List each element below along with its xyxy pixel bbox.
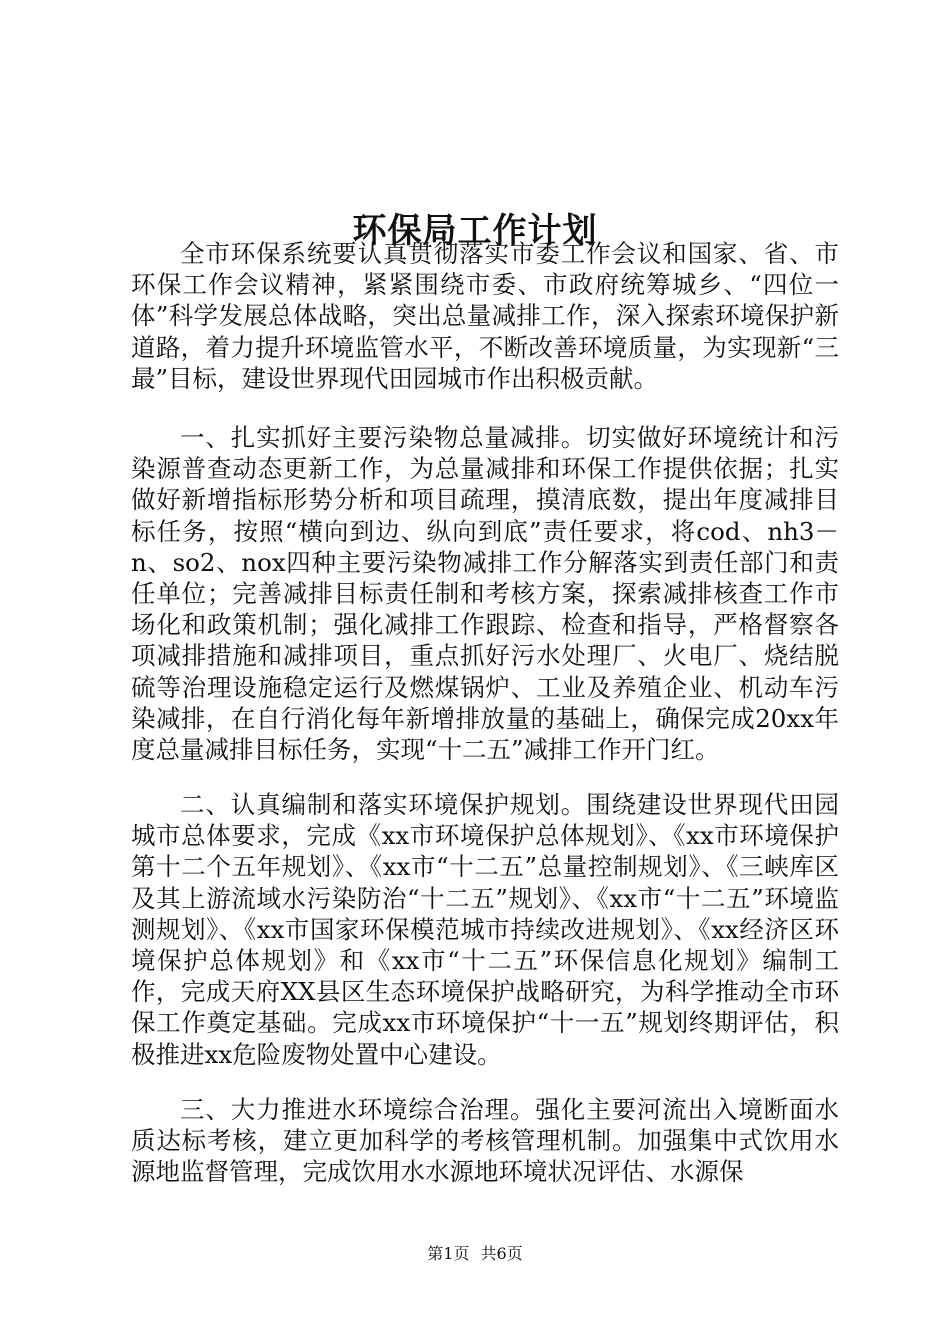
intro-paragraph: 全市环保系统要认真贯彻落实市委工作会议和国家、省、市环保工作会议精神，紧紧围绕市委、市政府统筹城乡、“四位一体”科学发展总体战略，突出总量减排工作，深入探索环境保护新道路，着力提升环境监管水平，不断改善环境质量，为实现新“三最”目标，建设世界现代田园城市作出积极贡献。 <box>131 239 839 393</box>
page-number: 第1页 <box>427 1244 470 1263</box>
section-one-paragraph: 一、扎实抓好主要污染物总量减排。切实做好环境统计和污染源普查动态更新工作，为总量减排和环保工作提供依据；扎实做好新增指标形势分析和项目疏理，摸清底数，提出年度减排目标任务，按照“横向到边、纵向到底”责任要求，将cod、nh3－n、so2、nox四种主要污染物减排工作分解落实到责任部门和责任单位；完善减排目标责任制和考核方案，探索减排核查工作市场化和政策机制；强化减排工作跟踪、检查和指导，严格督察各项减排措施和减排项目，重点抓好污水处理厂、火电厂、烧结脱硫等治理设施稳定运行及燃煤锅炉、工业及养殖企业、机动车污染减排，在自行消化每年新增排放量的基础上，确保完成20xx年度总量减排目标任务，实现“十二五”减排工作开门红。 <box>131 423 839 765</box>
section-three-paragraph: 三、大力推进水环境综合治理。强化主要河流出入境断面水质达标考核，建立更加科学的考核管理机制。加强集中式饮用水源地监督管理，完成饮用水水源地环境状况评估、水源保 <box>131 1095 839 1187</box>
page-total: 共6页 <box>480 1244 523 1263</box>
document-title: 环保局工作计划 <box>352 210 598 251</box>
section-two-paragraph: 二、认真编制和落实环境保护规划。围绕建设世界现代田园城市总体要求，完成《xx市环境保护总体规划》、《xx市环境保护第十二个五年规划》、《xx市“十二五”总量控制规划》、《三峡库区及其上游流域水污染防治“十二五”规划》、《xx市“十二五”环境监测规划》、《xx市国家环保模范城市持续改进规划》、《xx经济区环境保护总体规划》和《xx市“十二五”环保信息化规划》编制工作，完成天府XX县区生态环境保护战略研究，为科学推动全市环保工作奠定基础。完成xx市环境保护“十一五”规划终期评估，积极推进xx危险废物处置中心建设。 <box>131 790 839 1069</box>
page-footer <box>0 1243 950 1265</box>
